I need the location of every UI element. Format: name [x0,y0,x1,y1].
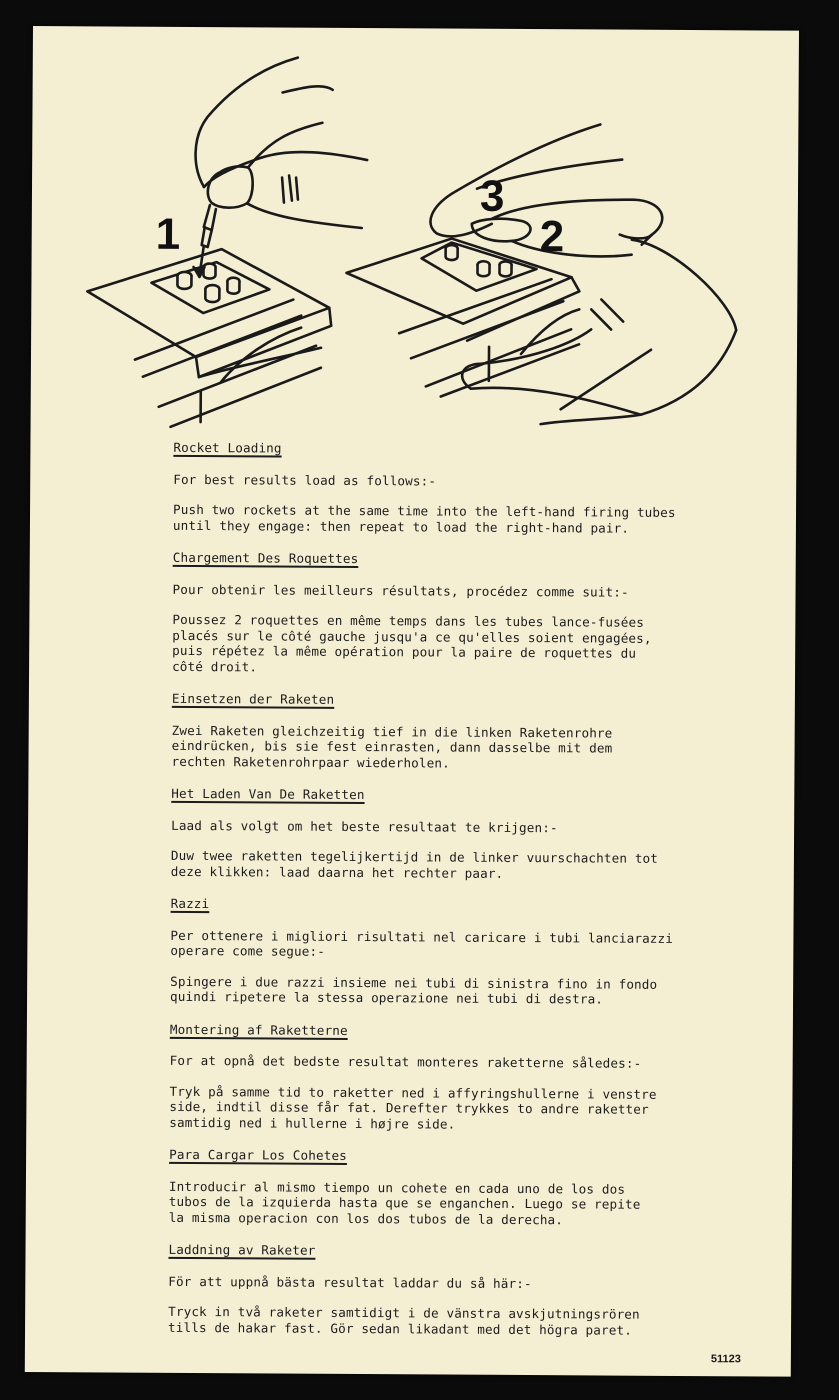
section-paragraph: Poussez 2 roquettes en même temps dans les tubes lance-fusées placés sur le côté gauche jusqu'a ce qu'elles soient engagées, puis répétez la même opération pour la paire de roquettes du côté droit. [172,611,652,674]
step-1-label: 1 [155,209,181,259]
section-paragraph: Introducir al mismo tiempo un cohete en cada uno de los dos tubos de la izquierda hasta que se enganchen. Luego se repite la misma operacion con los dos tubos de la derecha. [168,1178,641,1227]
instructions-text [168,440,714,1355]
section-swedish [168,1242,709,1338]
section-paragraph: Spingere i due razzi insieme nei tubi di sinistra fino in fondo quindi ripetere la stessa operazione nei tubi di destra. [170,973,658,1007]
section-dutch [171,786,712,882]
section-paragraph: For at opnå det bedste resultat monteres raketterne således:- [169,1052,642,1071]
product-code: 51123 [710,1353,741,1366]
section-paragraph: Zwei Raketen gleichzeitig tief in die linken Raketenrohre eindrücken, bis sie fest einrasten, dann dasselbe mit dem rechten Raketenrohrpaar wiederholen. [171,722,613,771]
section-french [172,550,713,677]
section-paragraph: Duw twee raketten tegelijkertijd in de linker vuurschachten tot deze klikken: laad daarna het rechter paar. [170,847,659,881]
section-heading: Montering af Raketterne [169,1021,348,1038]
section-paragraph: För att uppnå bästa resultat laddar du så här:- [168,1273,532,1291]
section-paragraph: For best results load as follows:- [173,471,437,488]
section-paragraph: Laad als volgt om het beste resultaat te krijgen:- [171,817,558,835]
section-paragraph: Tryck in två raketer samtidigt i de vänstra avskjutningsrören tills de hakar fast. Gör sedan likadant med det högra paret. [168,1303,640,1338]
section-heading: Einsetzen der Raketen [171,690,335,707]
section-heading: Laddning av Raketer [168,1241,316,1258]
section-spanish [169,1147,709,1228]
right-hand-drawing [429,123,737,425]
section-heading: Rocket Loading [173,439,282,456]
section-heading: Razzi [170,895,210,912]
step-3-label: 3 [479,171,505,221]
section-german [171,691,711,772]
section-paragraph: Push two rockets at the same time into the left-hand firing tubes until they engage: then repeat to load the right-hand pair. [172,501,676,536]
section-paragraph: Pour obtenir les meilleurs résultats, procédez comme suit:- [172,581,629,600]
rocket-loading-illustration [30,26,799,451]
section-paragraph: Tryk på samme tid to raketter ned i affyringshullerne i venstre side, indtil disse får fat. Derefter trykkes to andre raketter samtidig ned i hullerne i højre side. [169,1083,657,1132]
instruction-sheet [25,26,799,1377]
section-paragraph: Per ottenere i migliori risultati nel caricare i tubi lanciarazzi operare come segue:- [170,927,674,959]
left-hand-drawing [195,57,368,248]
section-heading: Chargement Des Roquettes [172,549,359,566]
section-danish [169,1021,710,1133]
step-2-label: 2 [539,212,565,262]
section-heading: Para Cargar Los Cohetes [169,1146,347,1163]
section-italian [170,896,711,1008]
section-heading: Het Laden Van De Raketten [171,785,365,803]
section-english [173,440,714,536]
